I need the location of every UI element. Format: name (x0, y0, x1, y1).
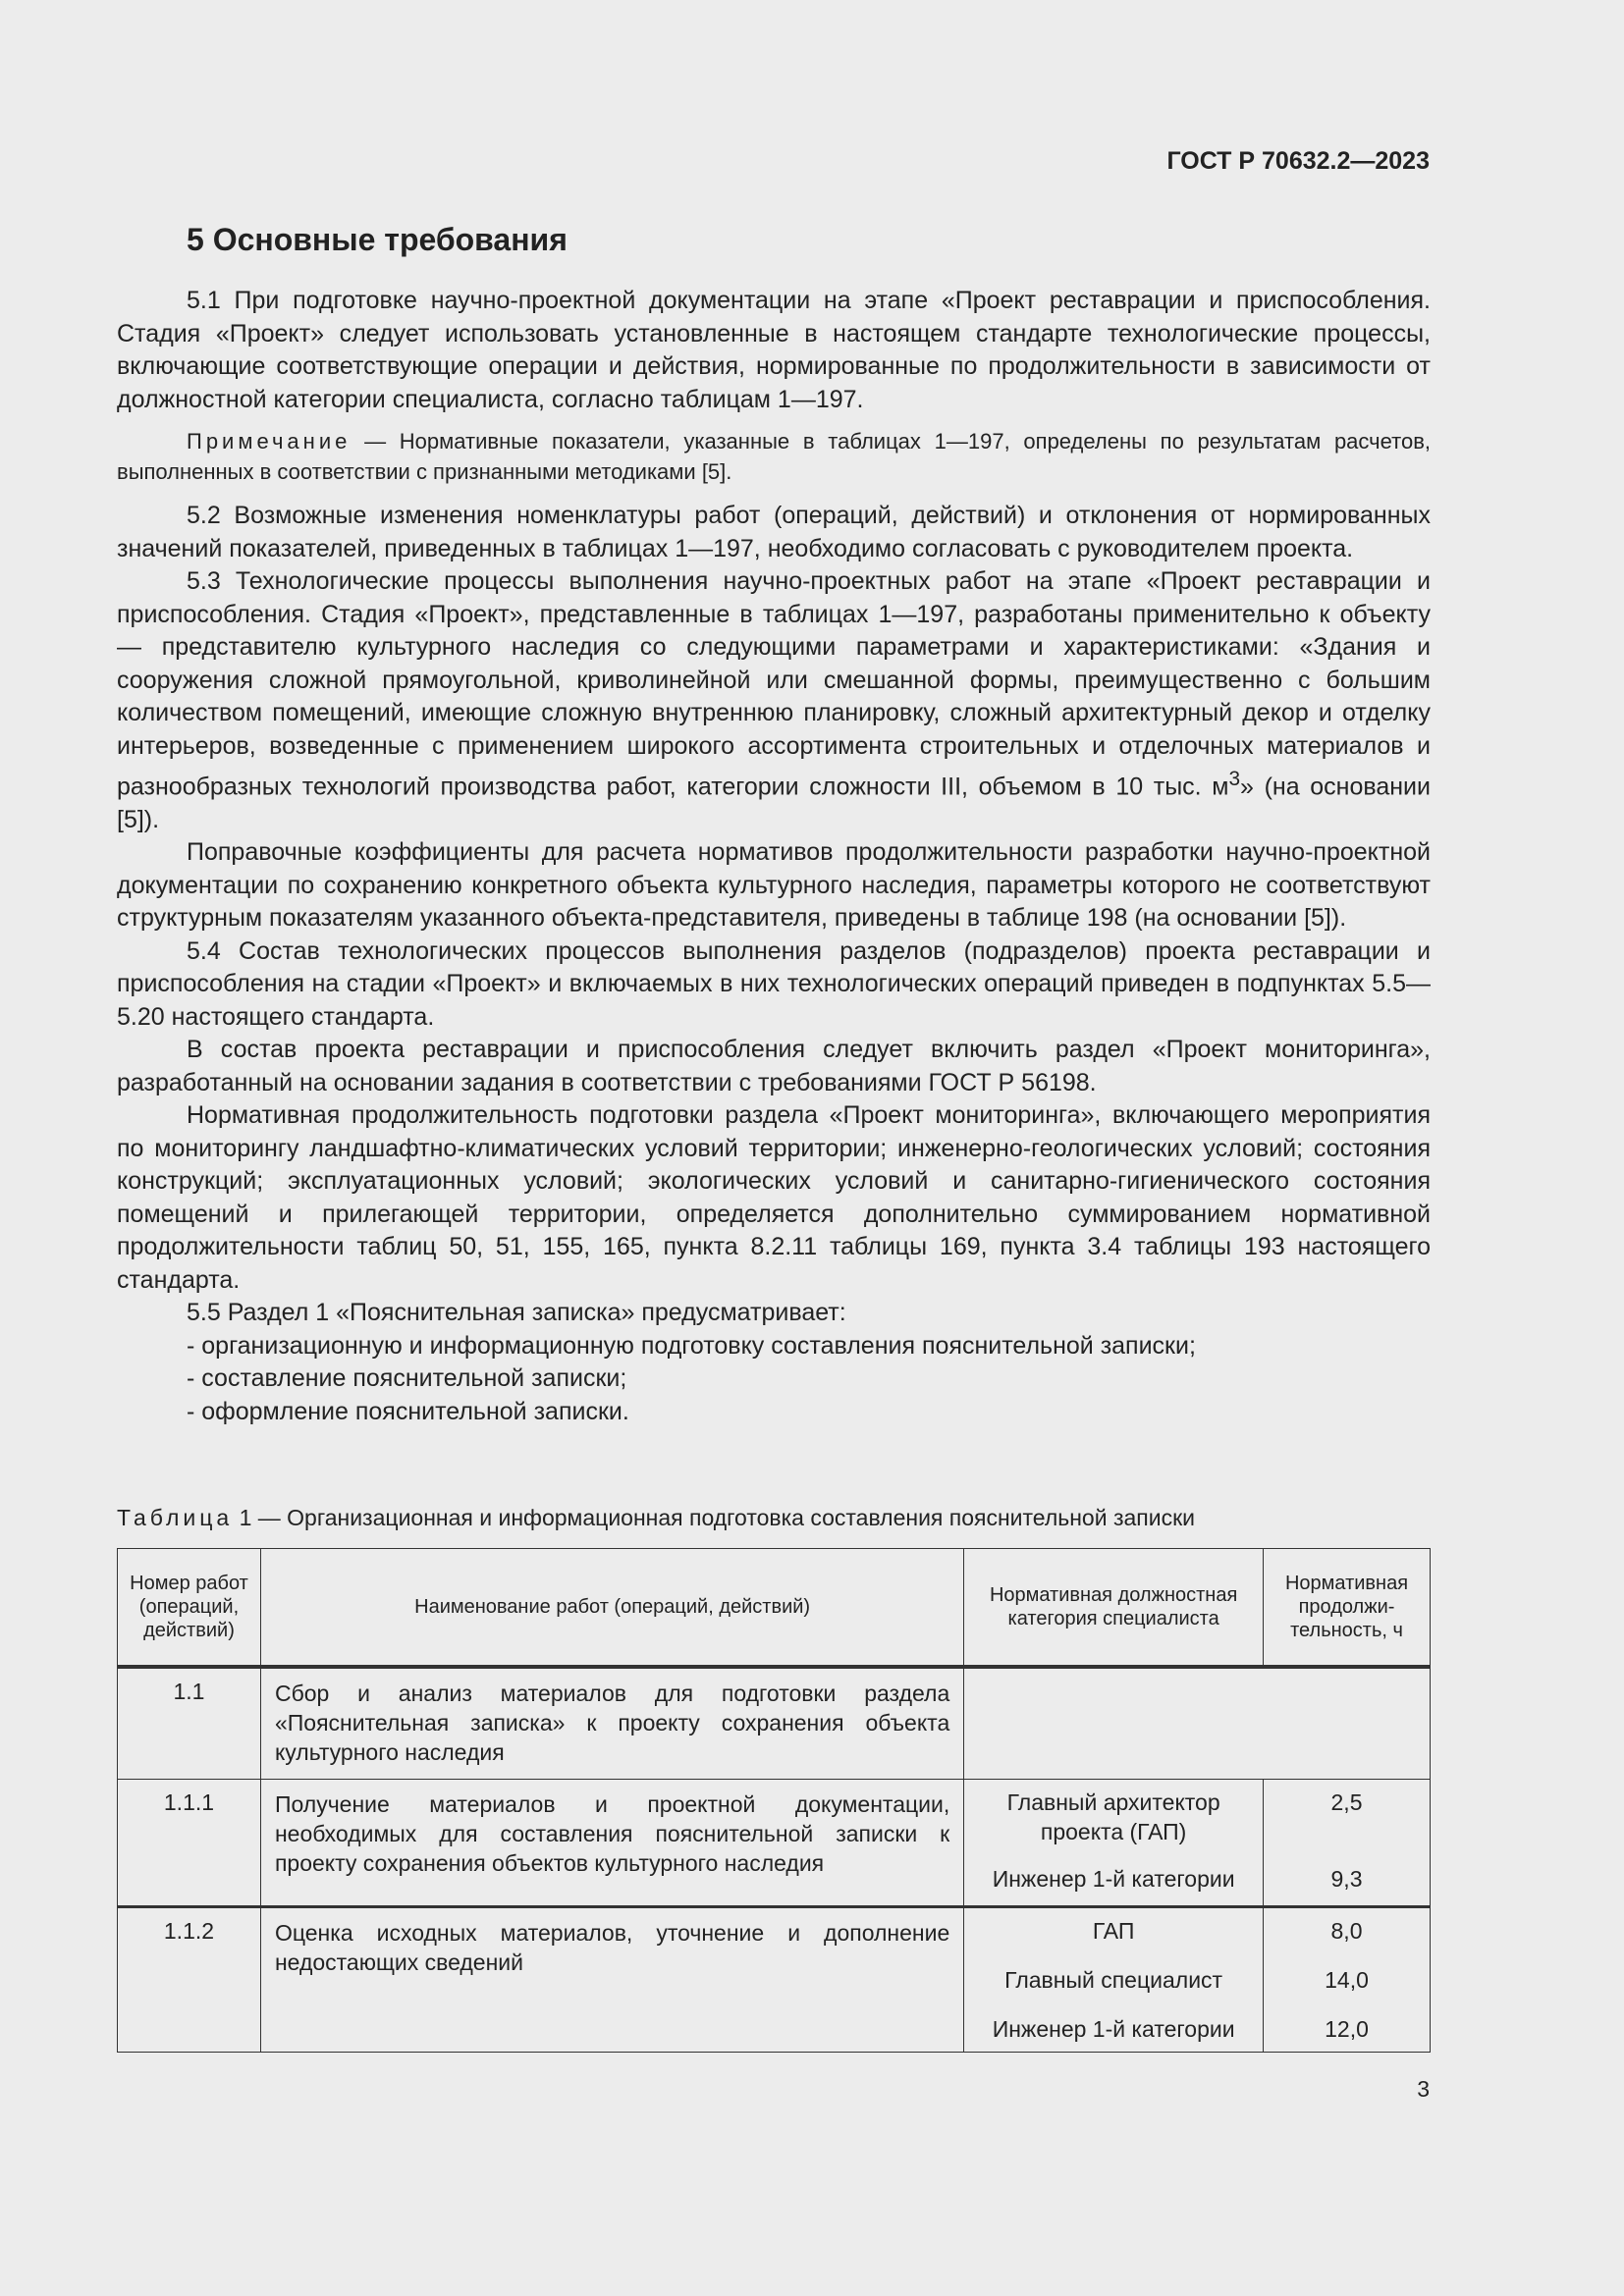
table-row (118, 1907, 1431, 2053)
duration-cell (1264, 1907, 1431, 2053)
duration: 8,0 (1330, 1918, 1363, 1944)
section-body (117, 285, 1431, 1428)
paragraph-5-3-text: 5.3 Технологические процессы выполнения научно-проектных работ на этапе «Проект реставрации и приспособления. Стадия «Проект», представленные в таблицах 1—197, разработаны применительно к объекту — представителю культурного наследия со следующими параметрами и характеристиками: «Здания и сооружения сложной прямоугольной, криволинейной или смешанной формы, преимущественно с большим количеством помещений, имеющие сложную внутреннюю планировку, сложный архитектурный декор и отделку интерьеров, возведенные с применением широкого ассортимента строительных и отделочных материалов и разнообразных технологий производства работ, категории сложности III, объемом в 10 тыс. м (117, 567, 1431, 801)
paragraph-monitoring-duration: Нормативная продолжительность подготовки раздела «Проект мониторинга», включающего мероприятия по мониторингу ландшафтно-климатических условий территории; инженерно-геологических условий; состояния конструкций; эксплуатационных условий; экологических условий и санитарно-гигиенического состояния помещений и прилегающей территории, определяется дополнительно суммированием нормативной продолжительности таблиц 50, 51, 155, 165, пункта 8.2.11 таблицы 169, пункта 3.4 таблицы 193 настоящего стандарта. (117, 1101, 1431, 1294)
work-name: Получение материалов и проектной документации, необходимых для составления пояснительной записки к проекту сохранения объектов культурного наследия (260, 1780, 963, 1907)
work-name: Оценка исходных материалов, уточнение и дополнение недостающих сведений (260, 1907, 963, 2053)
empty-cell (964, 1667, 1431, 1780)
paragraph-5-3-tail: » (на основании [5]). (117, 773, 1431, 833)
page-number: 3 (1417, 2076, 1430, 2102)
note-text: — Нормативные показатели, указанные в таблицах 1—197, определены по результатам расчетов, выполненных в соответствии с признанными методиками [5]. (117, 429, 1431, 484)
superscript: 3 (1228, 768, 1241, 790)
paragraph-5-4: 5.4 Состав технологических процессов выполнения разделов (подразделов) проекта реставрации и приспособления на стадии «Проект» и включаемых в них технологических операций приведен в подпунктах 5.5—5.20 настоящего стандарта. (117, 936, 1431, 1031)
duration: 2,5 (1330, 1789, 1363, 1815)
table-caption-label: Таблица (117, 1505, 234, 1530)
category: Инженер 1-й категории (992, 1866, 1235, 1892)
list-item: - составление пояснительной записки; (187, 1364, 627, 1393)
paragraph-5-2: 5.2 Возможные изменения номенклатуры работ (операций, действий) и отклонения от нормированных значений показателей, приведенных в таблицах 1—197, необходимо согласовать с руководителем проекта. (117, 502, 1431, 562)
work-number: 1.1.2 (118, 1907, 261, 2053)
table-header-row (118, 1549, 1431, 1668)
table-row (118, 1780, 1431, 1907)
column-header: Нормативная продолжи-тельность, ч (1264, 1549, 1431, 1668)
duration: 9,3 (1330, 1866, 1363, 1892)
category: Инженер 1-й категории (992, 2016, 1235, 2042)
column-header: Номер работ (операций, действий) (118, 1549, 261, 1668)
table-caption (117, 1505, 1195, 1531)
note-label: Примечание (187, 429, 352, 454)
table-1 (117, 1548, 1431, 2053)
list-item: - организационную и информационную подготовку составления пояснительной записки; (187, 1331, 1196, 1360)
paragraph-5-5: 5.5 Раздел 1 «Пояснительная записка» предусматривает: (187, 1299, 846, 1327)
table-row (118, 1667, 1431, 1780)
category-cell (964, 1780, 1264, 1907)
paragraph-5-3 (117, 565, 1431, 836)
section-title: 5 Основные требования (187, 222, 568, 257)
list-item: - оформление пояснительной записки. (187, 1397, 629, 1425)
work-name: Сбор и анализ материалов для подготовки раздела «Пояснительная записка» к проекту сохранения объекта культурного наследия (260, 1667, 963, 1780)
document-code: ГОСТ Р 70632.2—2023 (1166, 147, 1430, 175)
paragraph-coefficients: Поправочные коэффициенты для расчета нормативов продолжительности разработки научно-проектной документации по сохранению конкретного объекта культурного наследия, параметры которого не соответствуют структурным показателям указанного объекта-представителя, приведены в таблице 198 (на основании [5]). (117, 838, 1431, 933)
table-caption-text: 1 — Организационная и информационная подготовка составления пояснительной записки (233, 1505, 1196, 1530)
paragraph-5-1: 5.1 При подготовке научно-проектной документации на этапе «Проект реставрации и приспособления. Стадия «Проект» следует использовать установленные в настоящем стандарте технологические процессы, включающие соответствующие операции и действия, нормированные по продолжительности в зависимости от должностной категории специалиста, согласно таблицам 1—197. (117, 287, 1431, 413)
paragraph-monitoring: В состав проекта реставрации и приспособления следует включить раздел «Проект мониторинга», разработанный на основании задания в соответствии с требованиями ГОСТ Р 56198. (117, 1036, 1431, 1096)
duration-cell (1264, 1780, 1431, 1907)
work-number: 1.1 (118, 1667, 261, 1780)
category-cell (964, 1907, 1264, 2053)
work-number: 1.1.1 (118, 1780, 261, 1907)
category: Главный архитектор проекта (ГАП) (1006, 1789, 1220, 1844)
column-header: Нормативная должностная категория специалиста (964, 1549, 1264, 1668)
duration: 14,0 (1325, 1967, 1369, 1993)
note (117, 426, 1431, 487)
category: ГАП (1092, 1918, 1135, 1944)
column-header: Наименование работ (операций, действий) (260, 1549, 963, 1668)
category: Главный специалист (1004, 1967, 1223, 1993)
duration: 12,0 (1325, 2016, 1369, 2042)
